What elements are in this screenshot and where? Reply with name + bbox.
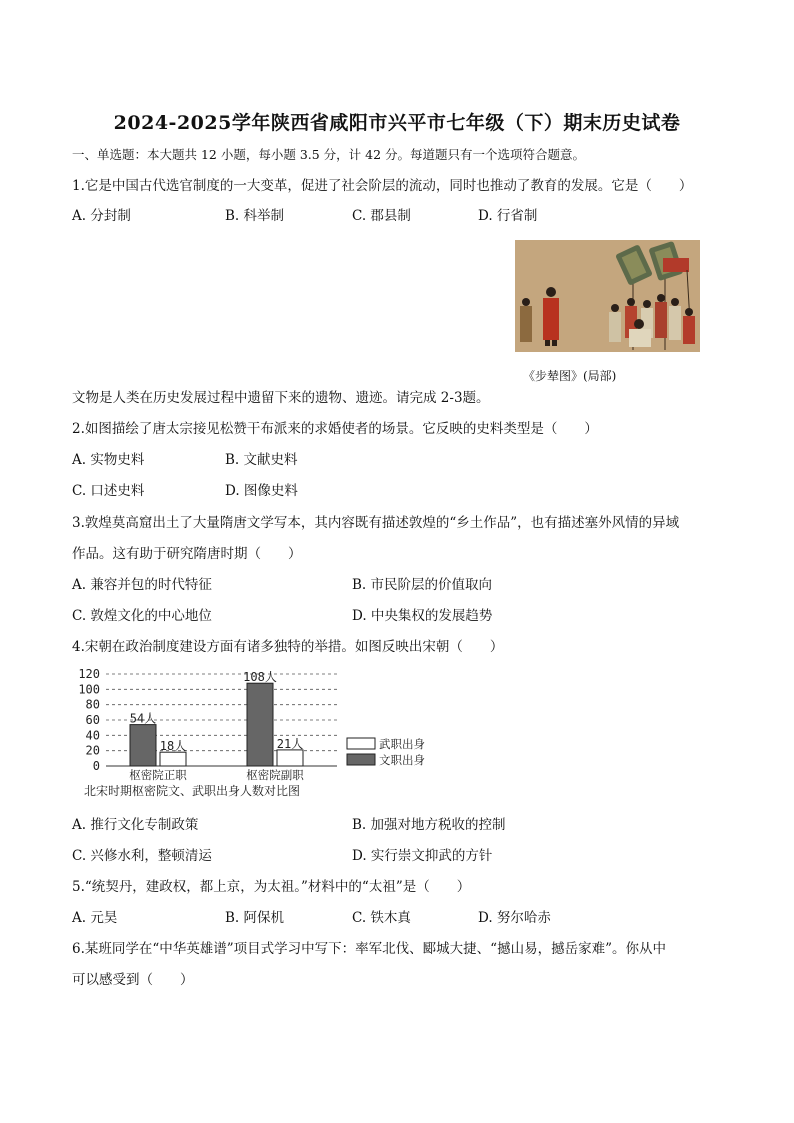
q1-option-a[interactable]: A. 分封制 bbox=[72, 208, 131, 224]
question-6-stem-line1: 6.某班同学在“中华英雄谱”项目式学习中写下：率军北伐、郾城大捷、“撼山易，撼岳家难”。你从中 bbox=[72, 941, 666, 957]
legend-swatch bbox=[347, 738, 375, 749]
legend-label: 文职出身 bbox=[379, 753, 425, 767]
q2-option-b[interactable]: B. 文献史料 bbox=[225, 452, 298, 468]
q1-option-d[interactable]: D. 行省制 bbox=[478, 208, 538, 224]
q4-option-d[interactable]: D. 实行崇文抑武的方针 bbox=[352, 848, 493, 864]
q1-option-c[interactable]: C. 郡县制 bbox=[352, 208, 411, 224]
y-tick-label: 100 bbox=[78, 682, 100, 697]
red-canopy bbox=[663, 258, 689, 272]
q4-option-c[interactable]: C. 兴修水利，整顿清运 bbox=[72, 848, 212, 864]
question-4-stem: 4.宋朝在政治制度建设方面有诸多独特的举措。如图反映出宋朝（ ） bbox=[72, 639, 504, 655]
y-tick-label: 120 bbox=[78, 668, 100, 681]
x-category-label: 枢密院副职 bbox=[246, 768, 304, 782]
q1-option-b[interactable]: B. 科举制 bbox=[225, 208, 285, 224]
bar bbox=[130, 725, 156, 766]
q3-option-d[interactable]: D. 中央集权的发展趋势 bbox=[352, 608, 493, 624]
q3-option-c[interactable]: C. 敦煌文化的中心地位 bbox=[72, 608, 212, 624]
painting-caption: 《步辇图》(局部) bbox=[523, 369, 617, 383]
q5-option-d[interactable]: D. 努尔哈赤 bbox=[478, 910, 551, 926]
q5-option-c[interactable]: C. 铁木真 bbox=[352, 910, 411, 926]
q2-option-d[interactable]: D. 图像史料 bbox=[225, 483, 298, 499]
legend-label: 武职出身 bbox=[379, 737, 425, 751]
question-1-stem: 1.它是中国古代选官制度的一大变革，促进了社会阶层的流动，同时也推动了教育的发展。它是（ ） bbox=[72, 178, 693, 194]
bar-data-label: 54人 bbox=[129, 711, 157, 726]
question-2-stem: 2.如图描绘了唐太宗接见松赞干布派来的求婚使者的场景。它反映的史料类型是（ ） bbox=[72, 421, 598, 437]
bar bbox=[160, 752, 186, 766]
q4-option-b[interactable]: B. 加强对地方税收的控制 bbox=[352, 817, 506, 833]
bar bbox=[277, 750, 303, 766]
question-3-stem-line1: 3.敦煌莫高窟出土了大量隋唐文学写本，其内容既有描述敦煌的“乡土作品”，也有描述塞外风情的异域 bbox=[72, 515, 680, 531]
privy-council-bar-chart bbox=[72, 668, 452, 803]
bunian-painting-image bbox=[515, 240, 700, 352]
q2-option-a[interactable]: A. 实物史料 bbox=[72, 452, 145, 468]
y-tick-label: 20 bbox=[85, 743, 100, 758]
x-category-label: 枢密院正职 bbox=[129, 768, 187, 782]
question-3-stem-line2: 作品。这有助于研究隋唐时期（ ） bbox=[72, 546, 302, 562]
q3-option-b[interactable]: B. 市民阶层的价值取向 bbox=[352, 577, 493, 593]
chart-title: 北宋时期枢密院文、武职出身人数对比图 bbox=[84, 784, 301, 798]
y-tick-label: 80 bbox=[85, 697, 100, 712]
q5-option-b[interactable]: B. 阿保机 bbox=[225, 910, 285, 926]
q4-option-a[interactable]: A. 推行文化专制政策 bbox=[72, 817, 199, 833]
q3-option-a[interactable]: A. 兼容并包的时代特征 bbox=[72, 577, 212, 593]
q2-option-c[interactable]: C. 口述史料 bbox=[72, 483, 145, 499]
question-5-stem: 5.“统契丹，建政权，都上京，为太祖。”材料中的“太祖”是（ ） bbox=[72, 879, 471, 895]
question-6-stem-line2: 可以感受到（ ） bbox=[72, 972, 194, 988]
exam-title: 2024-2025学年陕西省咸阳市兴平市七年级（下）期末历史试卷 bbox=[113, 112, 681, 134]
bar-data-label: 21人 bbox=[276, 736, 304, 751]
intro-2-3: 文物是人类在历史发展过程中遗留下来的遗物、遗迹。请完成 2-3题。 bbox=[72, 390, 490, 406]
y-tick-label: 40 bbox=[85, 728, 100, 743]
y-tick-label: 0 bbox=[92, 759, 100, 773]
bar-data-label: 18人 bbox=[159, 739, 187, 754]
legend-swatch bbox=[347, 754, 375, 765]
y-tick-label: 60 bbox=[85, 713, 100, 727]
bar-data-label: 108人 bbox=[243, 670, 277, 685]
section-heading: 一、单选题：本大题共 12 小题，每小题 3.5 分，计 42 分。每道题只有一个选项符合题意。 bbox=[72, 147, 586, 162]
q5-option-a[interactable]: A. 元昊 bbox=[72, 910, 118, 926]
bar bbox=[247, 683, 273, 766]
